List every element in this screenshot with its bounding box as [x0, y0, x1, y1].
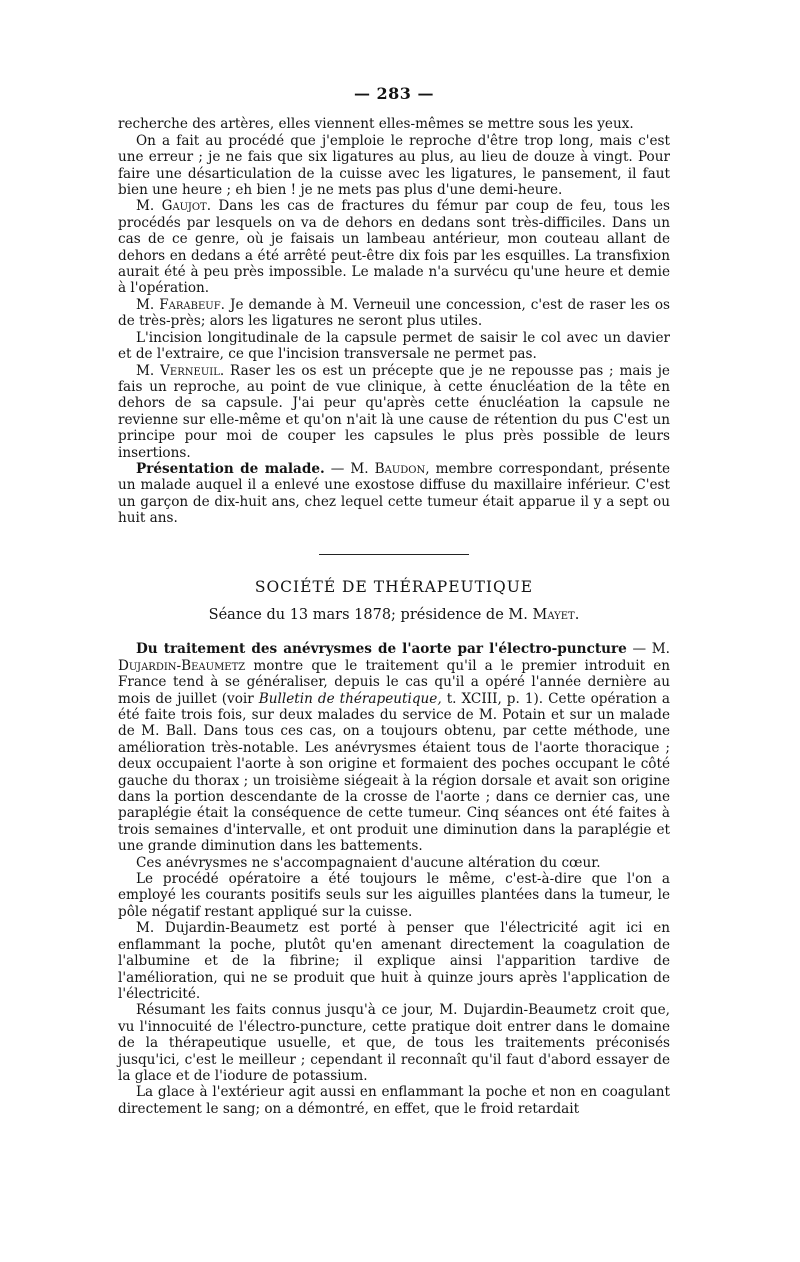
speaker-baudon: M. Baudon, [350, 460, 430, 477]
speaker-dujardin: M. Dujardin-Beaumetz [118, 641, 671, 674]
traitement-text-before: montre que le traitement qu'il a le premier introduit en France tend à se généraliser, depuis le cas qu'il a opéré l'année dernière au mois de juillet (voir [118, 657, 670, 707]
farabeuf-text: Je demande à M. Verneuil une concession, c'est de raser les os de très-près; alors les ligatures ne seront plus utiles. [118, 296, 671, 330]
session-president: M. Mayet. [508, 606, 580, 623]
paragraph-farabeuf [118, 297, 670, 330]
paragraph-dujardin: M. Dujardin-Beaumetz est porté à penser que l'électricité agit ici en enflammant la poche, plutôt qu'en amenant directement la coagulation de l'albumine et de la fibrine; il explique ainsi l'apparition tardive de l'amélioration, qui ne se produit que huit à quinze jours après l'application de l'électricité. [118, 920, 670, 1002]
paragraph-traitement [118, 641, 670, 854]
paragraph-gaujot [118, 198, 670, 296]
session-text: Séance du 13 mars 1878; présidence de [208, 606, 504, 623]
verneuil-text: Raser les os est un précepte que je ne repousse pas ; mais je fais un reproche, au point de vue clinique, à cette énucléation de la tête en dehors de sa capsule. J'ai peur qu'après cette énucléation la capsule ne revienne sur elle-même et qu'on n'ait là une cause de rétention du pus C'est un principe pour moi de couper les capsules le plus près possible de leurs insertions. [118, 362, 670, 461]
journal-title: Bulletin de thérapeutique, [258, 690, 442, 707]
speaker-gaujot: M. Gaujot. [136, 198, 212, 215]
presentation-dash: — [330, 460, 345, 477]
traitement-dash: — [632, 641, 647, 658]
page-number: — 283 — [353, 84, 435, 103]
paragraph-glace: La glace à l'extérieur agit aussi en enflammant la poche et non en coagulant directement le sang; on a démontré, en effet, que le froid retardait [118, 1084, 670, 1117]
speaker-verneuil: M. Verneuil. [136, 362, 225, 379]
paragraph-complications: Ces anévrysmes ne s'accompagnaient d'aucune altération du cœur. [136, 854, 601, 871]
paragraph-resumant: Résumant les faits connus jusqu'à ce jour, M. Dujardin-Beaumetz croit que, vu l'innocuité de l'électro-puncture, cette pratique doit entrer dans le domaine de la thérapeutique usuelle, et que, de tous les traitements préconisés jusqu'ici, c'est le meilleur ; cependant il reconnaît qu'il faut d'abord essayer de la glace et de l'iodure de potassium. [118, 1002, 670, 1084]
gaujot-text: Dans les cas de fractures du fémur par coup de feu, tous les procédés par lesquels on va de dehors en dedans sont très-difficiles. Dans un cas de ce genre, où je faisais un lambeau antérieur, mon couteau allant de dehors en dedans a été arrêté peut-être dix fois par les esquilles. La transfixion aurait été à peu près impossible. Le malade n'a survécu qu'une heure et demie à l'opération. [118, 198, 670, 297]
speaker-farabeuf: M. Farabeuf. [136, 296, 225, 313]
traitement-heading: Du traitement des anévrysmes de l'aorte par l'électro-puncture [136, 641, 627, 658]
presentation-heading: Présentation de malade. [136, 460, 325, 477]
paragraph-continuation: recherche des artères, elles viennent elles-mêmes se mettre sous les yeux. [118, 116, 634, 133]
paragraph-verneuil [118, 363, 670, 461]
paragraph-presentation [118, 461, 670, 527]
paragraph-reproche: On a fait au procédé que j'emploie le reproche d'être trop long, mais c'est une erreur ; je ne fais que six ligatures au plus, au lieu de douze à vingt. Pour faire une désarticulation de la cuisse avec les ligatures, le pansement, il faut bien une heure ; eh bien ! je ne mets pas plus d'une demi-heure. [118, 132, 670, 199]
document-page [118, 86, 670, 1117]
paragraph-procede: Le procédé opératoire a été toujours le même, c'est-à-dire que l'on a employé les courants positifs seuls sur les aiguilles plantées dans la tumeur, le pôle négatif restant appliqué sur la cuisse. [118, 871, 670, 920]
session-line [118, 607, 670, 623]
section-divider [319, 554, 469, 555]
traitement-text-after: t. XCIII, p. 1). Cette opération a été faite trois fois, sur deux malades du service de M. Potain et sur un malade de M. Ball. Dans tous ces cas, on a toujours obtenu, par cette méthode, une amélioration très-notable. Les anévrysmes étaient tous de l'aorte thoracique ; deux occupaient l'aorte à son origine et formaient des poches occupant le côté gauche du thorax ; un troisième siégeait à la région dorsale et avait son origine dans la portion descendante de la crosse de l'aorte ; dans ce dernier cas, une paraplégie était la conséquence de cette tumeur. Cinq séances ont été faites à trois semaines d'intervalle, et ont produit une diminution dans la paraplégie et une grande diminution dans les battements. [118, 690, 670, 855]
paragraph-incision: L'incision longitudinale de la capsule permet de saisir le col avec un davier et de l'extraire, ce que l'incision transversale ne permet pas. [118, 329, 670, 363]
presentation-text: membre correspondant, présente un malade auquel il a enlevé une exostose diffuse du maxillaire inférieur. C'est un garçon de dix-huit ans, chez lequel cette tumeur était apparue il y a sept ou huit ans. [118, 460, 670, 527]
section-title: SOCIÉTÉ DE THÉRAPEUTIQUE [254, 577, 534, 596]
